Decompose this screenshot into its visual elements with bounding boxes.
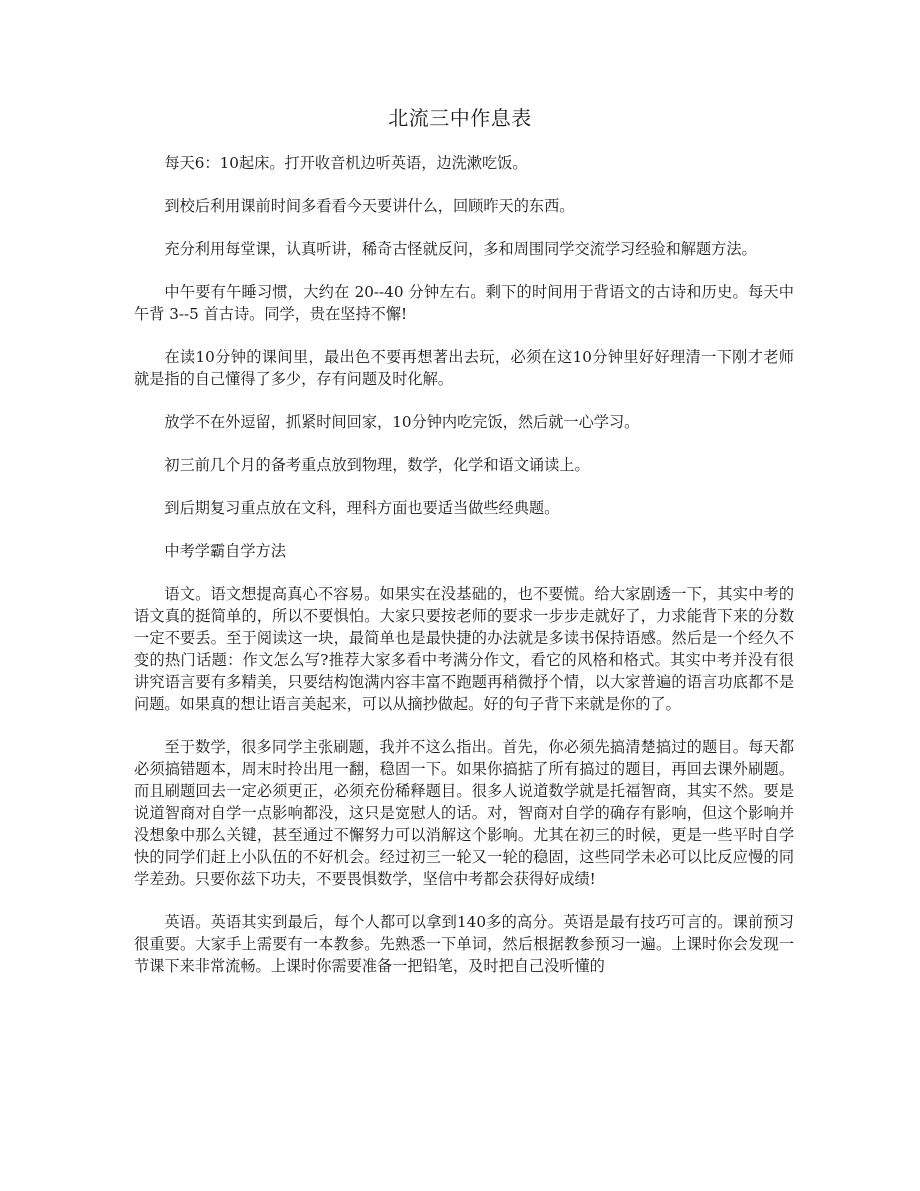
paragraph-chinese: 语文。语文想提高真心不容易。如果实在没基础的，也不要慌。给大家剧透一下，其实中考的语文真的挺简单的，所以不要惧怕。大家只要按老师的要求一步步走就好了，力求能背下来的分数一定不要丢。至于阅读这一块，最简单也是最快捷的办法就是多读书保持语感。然后是一个经久不变的热门话题：作文怎么写?推荐大家多看中考满分作文，看它的风格和格式。其实中考并没有很讲究语言要有多精美，只要结构饱满内容丰富不跑题再稍微抒个情，以大家普遍的语言功底都不是问题。如果真的想让语言美起来，可以从摘抄做起。好的句子背下来就是你的了。 [134,585,794,713]
paragraph-before-class: 到校后利用课前时间多看看今天要讲什么，回顾昨天的东西。 [164,197,575,215]
paragraph-noon: 中午要有午睡习惯，大约在 20--40 分钟左右。剩下的时间用于背语文的古诗和历史。每天中午背 3--5 首古诗。同学，贵在坚持不懈! [134,283,794,323]
paragraph-english: 英语。英语其实到最后，每个人都可以拿到140多的高分。英语是最有技巧可言的。课前预习很重要。大家手上需要有一本教参。先熟悉一下单词，然后根据教参预习一遍。上课时你会发现一节课下来非常流畅。上课时你需要准备一把铅笔，及时把自己没听懂的 [134,913,794,975]
paragraph-late-review: 到后期复习重点放在文科，理科方面也要适当做些经典题。 [164,499,560,517]
paragraph-break: 在读10分钟的课间里，最出色不要再想著出去玩，必须在这10分钟里好好理清一下刚才老师就是指的自己懂得了多少，存有问题及时化解。 [134,348,794,388]
paragraph-wake-up: 每天6：10起床。打开收音机边听英语，边洗漱吃饭。 [164,154,528,172]
document-title: 北流三中作息表 [388,106,532,130]
section-heading-study-methods: 中考学霸自学方法 [164,542,286,560]
paragraph-early-focus: 初三前几个月的备考重点放到物理，数学，化学和语文诵读上。 [164,456,590,474]
paragraph-after-school: 放学不在外逗留，抓紧时间回家，10分钟内吃完饭，然后就一心学习。 [164,413,640,431]
paragraph-in-class: 充分利用每堂课，认真听讲，稀奇古怪就反问，多和周围同学交流学习经验和解题方法。 [164,240,757,258]
document-body [134,152,794,998]
paragraph-math: 至于数学，很多同学主张刷题，我并不这么指出。首先，你必须先搞清楚搞过的题目。每天都必须搞错题本，周末时拎出甩一翻，稳固一下。如果你搞掂了所有搞过的题目，再回去课外刷题。而且刷题回去一定必须更正，必须充份稀释题目。很多人说道数学就是托福智商，其实不然。要是说道智商对自学一点影响都没，这只是宽慰人的话。对，智商对自学的确存有影响，但这个影响并没想象中那么关键，甚至通过不懈努力可以消解这个影响。尤其在初三的时候，更是一些平时自学快的同学们赶上小队伍的不好机会。经过初三一轮又一轮的稳固，这些同学未必可以比反应慢的同学差劲。只要你兹下功夫，不要畏惧数学，坚信中考都会获得好成绩! [134,738,794,888]
